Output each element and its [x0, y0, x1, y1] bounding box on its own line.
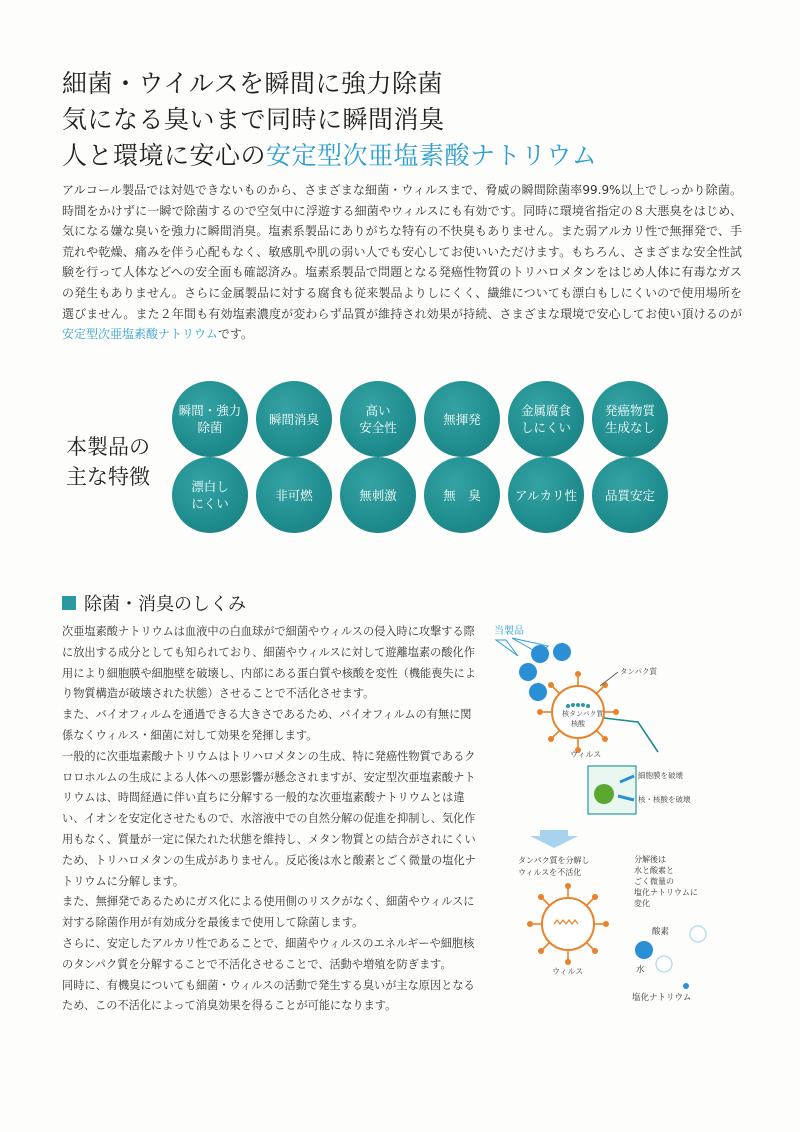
cell-nucleus-icon	[594, 784, 614, 804]
decompose-line-4: 塩化ナトリウムに	[634, 888, 698, 897]
features-label-line-2: 主な特徴	[66, 465, 150, 489]
feature-non-volatile: 無揮発	[424, 381, 500, 457]
intro-accent: 安定型次亜塩素酸ナトリウム	[62, 327, 218, 342]
mechanism-paragraph: 同時に、有機臭についても細菌・ウィルスの活動で発生する臭いが主な原因となるため、この不活化によって消臭効果を得ることが可能になります。	[62, 978, 475, 1013]
product-pointer	[496, 640, 518, 656]
feature-stable-quality: 品質安定	[592, 457, 668, 533]
nucleus-protein-label: 核タンパク質	[562, 710, 604, 718]
headline-line-3	[62, 138, 762, 174]
feature-high-safety: 高い 安全性	[340, 381, 416, 457]
mechanism-paragraph: 次亜塩素酸ナトリウムは血液中の白血球がで細菌やウィルスの侵入時に攻撃する際に放出する成分としても知られており、細菌やウィルスに対して遊離塩素の酸化作用により細胞膜や細胞壁を破壊し、内部にある蛋白質や核酸を変性（機能喪失により物質構造が破壊された状態）させることで不活化させます。	[62, 625, 476, 701]
feature-instant-sterilize: 瞬間・強力 除菌	[172, 381, 248, 457]
protein-label: タンパク質	[620, 667, 657, 676]
decompose-line-1: 分解後は	[634, 855, 666, 864]
features-label-line-1: 本製品の	[66, 435, 150, 459]
headline	[62, 66, 762, 174]
nucleus-destroy-label: 核・核酸を破壊	[638, 795, 691, 804]
decompose-line-3: ごく微量の	[634, 877, 674, 886]
feature-alkaline: アルカリ性	[508, 457, 584, 533]
oxygen-molecule-icon	[656, 956, 672, 972]
headline-accent: 安定型次亜塩素酸ナトリウム	[266, 141, 598, 170]
mechanism-paragraph: さらに、安定したアルカリ性であることで、細菌やウィルスのエネルギーや細胞核のタンパク質を分解することで不活化させることで、活動や増殖を防ぎます。	[62, 936, 475, 971]
headline-line-3-prefix: 人と環境に安心の	[62, 141, 267, 170]
mechanism-paragraph: また、バイオフィルムを通過できる大きさであるため、バイオフィルムの有無に関係なくウィルス・細菌に対して効果を発揮します。	[62, 708, 472, 742]
intro-text: アルコール製品では対処できないものから、さまざまな細菌・ウィルスまで、脅威の瞬間除菌率99.9%以上でしっかり除菌。時間をかけずに一瞬で除菌するので空気中に浮遊する細菌やウィルスにも有効です。同時に環境省指定の８大悪臭をはじめ、気になる嫌な臭いを強力に瞬間消臭。塩素系製品にありがちな特有の不快臭もありません。また弱アルカリ性で無揮発で、手荒れや乾燥、痛みを伴う心配もなく、敏感肌や肌の弱い人でも安心してお使いいただけます。もちろん、さまざまな安全性試験を行って人体などへの安全面も確認済み。塩素系製品で問題となる発癌性物質のトリハロメタンをはじめ人体に有毒なガスの発生もありません。さらに金属製品に対する腐食も従来製品よりしにくく、繊維についても漂白もしにくいので使用場所を選びません。また２年間も有効塩素濃度が変わらず品質が維持され効果が持続、さまざまな環境で安心してお使い頂けるのが	[62, 183, 742, 321]
oxygen-molecule-icon	[690, 926, 706, 942]
feature-non-flammable: 非可燃	[256, 457, 332, 533]
protein-leader-line	[600, 672, 618, 686]
deactivate-line-2: ウィルスを不活化	[518, 868, 582, 877]
salt-particle-icon	[683, 983, 689, 989]
oxygen-label: 酸素	[652, 927, 670, 937]
mechanism-title-text: 除菌・消臭のしくみ	[84, 594, 246, 615]
virus-label-2: ウィルス	[552, 967, 584, 976]
intro-paragraph	[62, 180, 742, 345]
feature-low-metal-corrosion: 金属腐食 しにくい	[508, 381, 584, 457]
product-particle	[529, 683, 547, 701]
product-particle	[553, 643, 571, 661]
mechanism-paragraph: また、無揮発であるためにガス化による使用側のリスクがなく、細菌やウィルスに対する除菌作用が有効成分を最後まで使用して除菌します。	[62, 895, 475, 930]
water-molecule-icon	[635, 941, 653, 959]
mechanism-paragraph: 一般的に次亜塩素酸ナトリウムはトリハロメタンの生成、特に発癌性物質であるクロロホルムの生成による人体への悪影響が懸念されますが、安定型次亜塩素酸ナトリウムは、時間経過に伴い直ちに分解する一般的な次亜塩素酸ナトリウムとは違い、イオンを安定化させたもので、水溶液中での自然分解の促進を抑制し、気化作用もなく、質量が一定に保たれた状態を維持し、メタン物質との結合がされにくいため、トリハロメタンの生成がありません。反応後は水と酸素とごく微量の塩化ナトリウムに分解します。	[62, 749, 476, 888]
deactivated-virus-icon	[528, 884, 608, 964]
decompose-line-2: 水と酸素と	[634, 866, 674, 875]
mechanism-diagram	[488, 612, 788, 1012]
product-particle	[519, 663, 537, 681]
mechanism-section-title	[62, 590, 246, 616]
section-marker-icon	[62, 596, 76, 610]
deactivate-line-1: タンパク質を分解し	[518, 856, 590, 865]
mechanism-body	[62, 622, 482, 1017]
zoom-connector	[604, 718, 658, 752]
decompose-line-5: 変化	[634, 899, 650, 908]
feature-instant-deodorize: 瞬間消臭	[256, 381, 332, 457]
headline-line-2: 気になる臭いまで同時に瞬間消臭	[62, 105, 445, 134]
down-arrow-icon	[530, 830, 578, 848]
feature-no-carcinogen: 発癌物質 生成なし	[592, 381, 668, 457]
product-label: 当製品	[494, 626, 524, 637]
nucleic-acid-label: 核酸	[571, 720, 585, 728]
feature-non-irritant: 無刺激	[340, 457, 416, 533]
headline-line-1: 細菌・ウイルスを瞬間に強力除菌	[62, 69, 444, 98]
features-label	[66, 432, 150, 492]
salt-label: 塩化ナトリウム	[632, 993, 692, 1003]
feature-odorless: 無 臭	[424, 457, 500, 533]
membrane-destroy-label: 細胞膜を破壊	[638, 771, 683, 780]
intro-suffix: です。	[217, 327, 253, 342]
feature-low-bleaching: 漂白し にくい	[172, 457, 248, 533]
virus-label: ウィルス	[570, 750, 602, 759]
product-particle	[531, 645, 549, 663]
water-label: 水	[636, 965, 645, 975]
